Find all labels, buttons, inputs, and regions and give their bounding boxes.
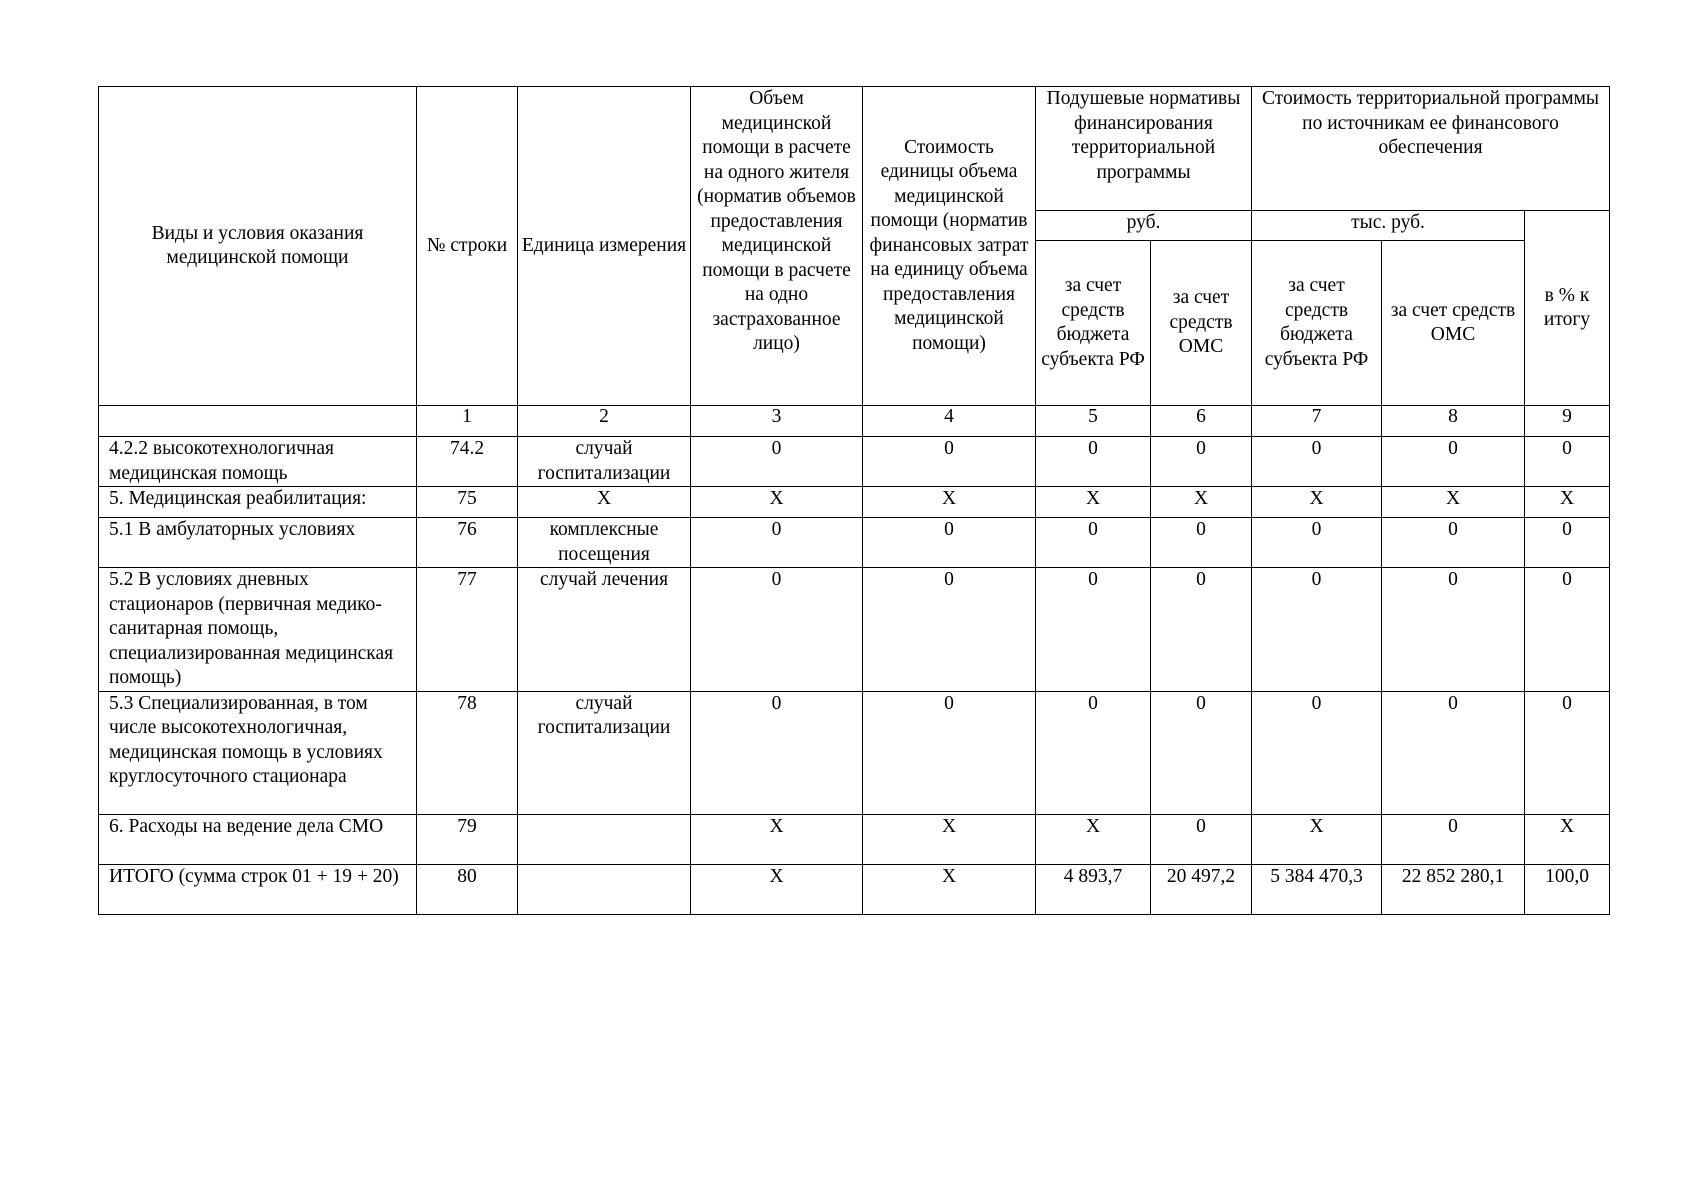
row-number: 80: [417, 864, 518, 914]
row-value: Х: [1036, 814, 1151, 864]
row-value: Х: [863, 814, 1036, 864]
header-per-capita-group: Подушевые нормативы финансирования территориальной программы: [1036, 87, 1252, 211]
row-value: 0: [1382, 814, 1525, 864]
row-value: 0: [1151, 568, 1252, 692]
row-value: 0: [1525, 437, 1610, 487]
header-unit-thousand-rub: тыс. руб.: [1252, 211, 1525, 241]
row-value: 100,0: [1525, 864, 1610, 914]
header-oms-thousand: за счет средств ОМС: [1382, 241, 1525, 406]
row-value: Х: [1252, 814, 1382, 864]
row-unit: случай лечения: [518, 568, 691, 692]
row-value: 0: [1036, 568, 1151, 692]
row-value: 0: [863, 437, 1036, 487]
financing-table: [98, 86, 1610, 915]
column-number: 1: [417, 406, 518, 437]
row-value: 0: [1151, 518, 1252, 568]
row-number: 74.2: [417, 437, 518, 487]
row-value: 0: [1151, 437, 1252, 487]
row-value: 0: [1525, 568, 1610, 692]
row-value: 0: [1252, 691, 1382, 814]
row-value: Х: [863, 487, 1036, 518]
row-value: 0: [691, 568, 863, 692]
column-number: 6: [1151, 406, 1252, 437]
row-value: 0: [1151, 814, 1252, 864]
row-value: 5 384 470,3: [1252, 864, 1382, 914]
row-name: ИТОГО (сумма строк 01 + 19 + 20): [99, 864, 417, 914]
row-value: 0: [1252, 437, 1382, 487]
table-header: [99, 87, 1610, 437]
row-value: 0: [1036, 691, 1151, 814]
row-value: 0: [863, 568, 1036, 692]
row-value: Х: [1252, 487, 1382, 518]
table-row: [99, 518, 1610, 568]
row-unit: [518, 864, 691, 914]
column-number-row: [99, 406, 1610, 437]
row-number: 77: [417, 568, 518, 692]
header-unit: Единица измерения: [518, 87, 691, 406]
row-value: 0: [1252, 518, 1382, 568]
row-value: 4 893,7: [1036, 864, 1151, 914]
header-row-no: № строки: [417, 87, 518, 406]
row-value: 0: [1036, 518, 1151, 568]
row-value: 0: [1382, 568, 1525, 692]
row-name: 5.3 Специализированная, в том числе высокотехнологичная, медицинская помощь в условиях круглосуточного стационара: [99, 691, 417, 814]
header-oms-rub: за счет средств ОМС: [1151, 241, 1252, 406]
table-row: [99, 568, 1610, 692]
column-number: 4: [863, 406, 1036, 437]
row-value: 0: [863, 518, 1036, 568]
row-number: 76: [417, 518, 518, 568]
row-value: 0: [691, 691, 863, 814]
row-value: Х: [1382, 487, 1525, 518]
row-unit: комплексные посещения: [518, 518, 691, 568]
column-number: 2: [518, 406, 691, 437]
row-value: Х: [1525, 487, 1610, 518]
row-value: Х: [1525, 814, 1610, 864]
row-value: 20 497,2: [1151, 864, 1252, 914]
row-value: 0: [1382, 691, 1525, 814]
header-program-cost-group: Стоимость территориальной программы по источникам ее финансового обеспечения: [1252, 87, 1610, 211]
row-value: 0: [691, 518, 863, 568]
total-row: [99, 864, 1610, 914]
header-budget-rf-rub: за счет средств бюджета субъекта РФ: [1036, 241, 1151, 406]
row-value: 0: [1382, 437, 1525, 487]
header-cost-unit: Стоимость единицы объема медицинской помощи (норматив финансовых затрат на единицу объема предоставления медицинской помощи): [863, 87, 1036, 406]
row-unit: [518, 814, 691, 864]
row-value: 0: [691, 437, 863, 487]
row-name: 6. Расходы на ведение дела СМО: [99, 814, 417, 864]
header-volume: Объем медицинской помощи в расчете на одного жителя (норматив объемов предоставления медицинской помощи в расчете на одно застрахованное лицо): [691, 87, 863, 406]
row-value: Х: [691, 487, 863, 518]
column-number: 8: [1382, 406, 1525, 437]
row-value: Х: [1036, 487, 1151, 518]
column-number: 7: [1252, 406, 1382, 437]
row-value: 0: [1525, 518, 1610, 568]
column-number-blank: [99, 406, 417, 437]
row-value: Х: [691, 814, 863, 864]
row-value: 0: [1382, 518, 1525, 568]
table-row: [99, 487, 1610, 518]
table-body: [99, 437, 1610, 915]
column-number: 9: [1525, 406, 1610, 437]
row-value: Х: [1151, 487, 1252, 518]
row-value: 0: [1151, 691, 1252, 814]
row-value: Х: [863, 864, 1036, 914]
row-value: 22 852 280,1: [1382, 864, 1525, 914]
row-number: 79: [417, 814, 518, 864]
header-unit-rub: руб.: [1036, 211, 1252, 241]
header-budget-rf-thousand: за счет средств бюджета субъекта РФ: [1252, 241, 1382, 406]
row-name: 5.1 В амбулаторных условиях: [99, 518, 417, 568]
row-unit: случай госпитализации: [518, 437, 691, 487]
column-number: 5: [1036, 406, 1151, 437]
table-row: [99, 437, 1610, 487]
row-value: Х: [691, 864, 863, 914]
row-name: 4.2.2 высокотехнологичная медицинская помощь: [99, 437, 417, 487]
column-number: 3: [691, 406, 863, 437]
row-number: 75: [417, 487, 518, 518]
header-percent: в % к итогу: [1525, 211, 1610, 406]
row-value: 0: [863, 691, 1036, 814]
row-value: 0: [1036, 437, 1151, 487]
header-kind: Виды и условия оказания медицинской помощи: [99, 87, 417, 406]
table-row: [99, 691, 1610, 814]
row-unit: Х: [518, 487, 691, 518]
row-unit: случай госпитализации: [518, 691, 691, 814]
row-name: 5.2 В условиях дневных стационаров (первичная медико-санитарная помощь, специализированная медицинская помощь): [99, 568, 417, 692]
row-value: 0: [1252, 568, 1382, 692]
row-value: 0: [1525, 691, 1610, 814]
row-number: 78: [417, 691, 518, 814]
table-row: [99, 814, 1610, 864]
row-name: 5. Медицинская реабилитация:: [99, 487, 417, 518]
